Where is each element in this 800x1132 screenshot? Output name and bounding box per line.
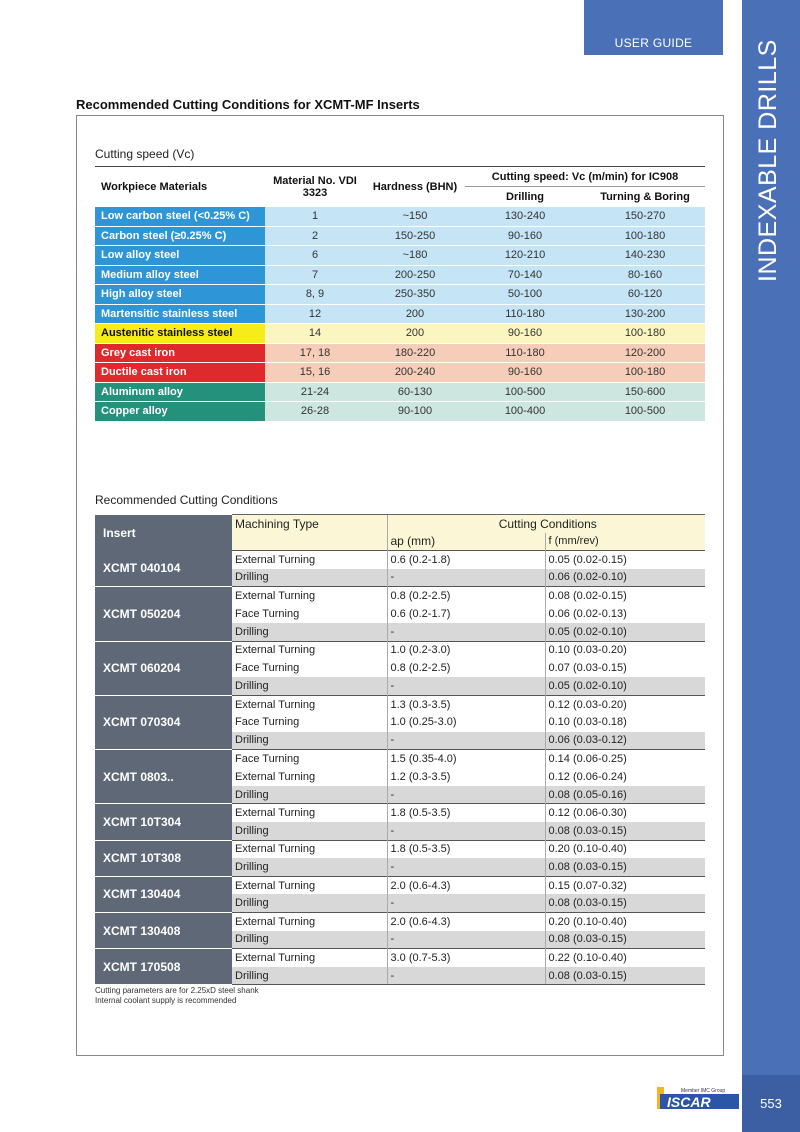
speed-row: [95, 343, 705, 363]
material-cell: Medium alloy steel: [95, 265, 265, 285]
material-cell: Grey cast iron: [95, 343, 265, 363]
ap-cell: 0.6 (0.2-1.8): [387, 551, 545, 569]
drilling-speed-cell: 90-160: [465, 363, 585, 383]
col-machining-type: Machining Type: [232, 515, 387, 551]
f-cell: 0.10 (0.03-0.20): [545, 641, 705, 659]
f-cell: 0.22 (0.10-0.40): [545, 949, 705, 967]
col-drilling: Drilling: [506, 190, 544, 203]
rec-row: [95, 876, 705, 894]
rec-row: [95, 750, 705, 768]
material-cell: High alloy steel: [95, 285, 265, 305]
rec-table: [95, 514, 705, 985]
machining-type-cell: Drilling: [232, 732, 387, 750]
hardness-cell: 200-250: [365, 265, 465, 285]
turning-speed-cell: 100-500: [585, 402, 705, 422]
col-turning-boring: Turning & Boring: [600, 190, 690, 203]
footnote-line-2: Internal coolant supply is recommended: [95, 996, 237, 1005]
drilling-speed-cell: 120-210: [465, 246, 585, 266]
machining-type-cell: External Turning: [232, 587, 387, 605]
rec-row: [95, 695, 705, 713]
material-no-cell: 12: [265, 304, 365, 324]
rec-row: [95, 840, 705, 858]
insert-name-cell: XCMT 170508: [95, 949, 232, 985]
speed-table: [95, 166, 705, 422]
speed-row: [95, 207, 705, 227]
ap-cell: 1.8 (0.5-3.5): [387, 840, 545, 858]
f-cell: 0.20 (0.10-0.40): [545, 912, 705, 930]
speed-row: [95, 304, 705, 324]
f-cell: 0.12 (0.06-0.30): [545, 804, 705, 822]
machining-type-cell: External Turning: [232, 876, 387, 894]
insert-name-cell: XCMT 050204: [95, 587, 232, 641]
hardness-cell: ~180: [365, 246, 465, 266]
f-cell: 0.10 (0.03-0.18): [545, 713, 705, 731]
machining-type-cell: External Turning: [232, 768, 387, 786]
material-no-cell: 14: [265, 324, 365, 344]
ap-cell: -: [387, 569, 545, 587]
ap-cell: -: [387, 786, 545, 804]
speed-row: [95, 246, 705, 266]
speed-row: [95, 363, 705, 383]
drilling-speed-cell: 100-500: [465, 382, 585, 402]
f-cell: 0.08 (0.03-0.15): [545, 822, 705, 840]
turning-speed-cell: 100-180: [585, 363, 705, 383]
turning-speed-cell: 140-230: [585, 246, 705, 266]
f-cell: 0.08 (0.02-0.15): [545, 587, 705, 605]
insert-name-cell: XCMT 130404: [95, 876, 232, 912]
col-ap: ap (mm): [387, 533, 545, 551]
material-no-cell: 8, 9: [265, 285, 365, 305]
ap-cell: 1.0 (0.2-3.0): [387, 641, 545, 659]
hardness-cell: 250-350: [365, 285, 465, 305]
material-cell: Ductile cast iron: [95, 363, 265, 383]
machining-type-cell: External Turning: [232, 804, 387, 822]
drilling-speed-cell: 90-160: [465, 226, 585, 246]
f-cell: 0.15 (0.07-0.32): [545, 876, 705, 894]
material-no-cell: 2: [265, 226, 365, 246]
f-cell: 0.08 (0.03-0.15): [545, 858, 705, 876]
ap-cell: -: [387, 732, 545, 750]
turning-speed-cell: 60-120: [585, 285, 705, 305]
machining-type-cell: Drilling: [232, 569, 387, 587]
speed-table-body: [95, 207, 705, 422]
speed-row: [95, 402, 705, 422]
ap-cell: 2.0 (0.6-4.3): [387, 912, 545, 930]
ap-cell: 1.5 (0.35-4.0): [387, 750, 545, 768]
material-cell: Aluminum alloy: [95, 382, 265, 402]
logo-sub: Member IMC Group: [681, 1088, 726, 1094]
ap-cell: -: [387, 967, 545, 985]
material-no-cell: 1: [265, 207, 365, 227]
material-cell: Low carbon steel (<0.25% C): [95, 207, 265, 227]
speed-row: [95, 382, 705, 402]
turning-speed-cell: 150-270: [585, 207, 705, 227]
f-cell: 0.08 (0.05-0.16): [545, 786, 705, 804]
f-cell: 0.12 (0.06-0.24): [545, 768, 705, 786]
material-no-cell: 21-24: [265, 382, 365, 402]
insert-name-cell: XCMT 10T308: [95, 840, 232, 876]
machining-type-cell: External Turning: [232, 912, 387, 930]
ap-cell: 0.6 (0.2-1.7): [387, 605, 545, 623]
hardness-cell: 200: [365, 304, 465, 324]
col-material-no: Material No. VDI 3323: [265, 167, 365, 207]
drilling-speed-cell: 110-180: [465, 304, 585, 324]
hardness-cell: 200-240: [365, 363, 465, 383]
material-cell: Copper alloy: [95, 402, 265, 422]
turning-speed-cell: 80-160: [585, 265, 705, 285]
ap-cell: 0.8 (0.2-2.5): [387, 587, 545, 605]
material-cell: Carbon steel (≥0.25% C): [95, 226, 265, 246]
logo-text: ISCAR: [667, 1094, 711, 1110]
rec-row: [95, 551, 705, 569]
speed-row: [95, 265, 705, 285]
material-no-cell: 7: [265, 265, 365, 285]
material-no-cell: 17, 18: [265, 343, 365, 363]
ap-cell: -: [387, 858, 545, 876]
hardness-cell: 150-250: [365, 226, 465, 246]
hardness-cell: 60-130: [365, 382, 465, 402]
speed-row: [95, 285, 705, 305]
machining-type-cell: External Turning: [232, 840, 387, 858]
turning-speed-cell: 150-600: [585, 382, 705, 402]
f-cell: 0.05 (0.02-0.10): [545, 623, 705, 641]
rec-row: [95, 949, 705, 967]
ap-cell: -: [387, 677, 545, 695]
drilling-speed-cell: 110-180: [465, 343, 585, 363]
material-cell: Martensitic stainless steel: [95, 304, 265, 324]
side-title: INDEXABLE DRILLS: [754, 39, 782, 282]
f-cell: 0.20 (0.10-0.40): [545, 840, 705, 858]
ap-cell: -: [387, 894, 545, 912]
insert-name-cell: XCMT 040104: [95, 551, 232, 587]
material-cell: Low alloy steel: [95, 246, 265, 266]
insert-name-cell: XCMT 130408: [95, 912, 232, 948]
col-workpiece-materials: Workpiece Materials: [95, 167, 265, 207]
material-no-cell: 15, 16: [265, 363, 365, 383]
f-cell: 0.05 (0.02-0.10): [545, 677, 705, 695]
turning-speed-cell: 100-180: [585, 226, 705, 246]
hardness-cell: ~150: [365, 207, 465, 227]
speed-section-title: Cutting speed (Vc): [95, 147, 195, 161]
material-cell: Austenitic stainless steel: [95, 324, 265, 344]
f-cell: 0.07 (0.03-0.15): [545, 659, 705, 677]
user-guide-label: USER GUIDE: [614, 36, 693, 50]
machining-type-cell: External Turning: [232, 641, 387, 659]
rec-row: [95, 641, 705, 659]
turning-speed-cell: 120-200: [585, 343, 705, 363]
machining-type-cell: External Turning: [232, 695, 387, 713]
machining-type-cell: Face Turning: [232, 659, 387, 677]
ap-cell: 1.3 (0.3-3.5): [387, 695, 545, 713]
machining-type-cell: Drilling: [232, 623, 387, 641]
col-hardness: Hardness (BHN): [365, 167, 465, 207]
page-title: Recommended Cutting Conditions for XCMT-MF Inserts: [76, 97, 420, 112]
machining-type-cell: Face Turning: [232, 713, 387, 731]
drilling-speed-cell: 70-140: [465, 265, 585, 285]
machining-type-cell: Drilling: [232, 967, 387, 985]
rec-row: [95, 587, 705, 605]
hardness-cell: 200: [365, 324, 465, 344]
drilling-speed-cell: 90-160: [465, 324, 585, 344]
machining-type-cell: External Turning: [232, 551, 387, 569]
footnote: [95, 986, 259, 1006]
f-cell: 0.05 (0.02-0.15): [545, 551, 705, 569]
rec-table-body: [95, 551, 705, 985]
machining-type-cell: Drilling: [232, 894, 387, 912]
machining-type-cell: Drilling: [232, 677, 387, 695]
material-no-cell: 26-28: [265, 402, 365, 422]
ap-cell: -: [387, 931, 545, 949]
f-cell: 0.06 (0.02-0.13): [545, 605, 705, 623]
insert-name-cell: XCMT 0803..: [95, 750, 232, 804]
f-cell: 0.06 (0.03-0.12): [545, 732, 705, 750]
rec-row: [95, 912, 705, 930]
machining-type-cell: Drilling: [232, 786, 387, 804]
rec-section-title: Recommended Cutting Conditions: [95, 493, 278, 507]
drilling-speed-cell: 130-240: [465, 207, 585, 227]
col-insert: Insert: [95, 515, 232, 551]
ap-cell: 1.2 (0.3-3.5): [387, 768, 545, 786]
drilling-speed-cell: 50-100: [465, 285, 585, 305]
drilling-speed-cell: 100-400: [465, 402, 585, 422]
f-cell: 0.08 (0.03-0.15): [545, 894, 705, 912]
turning-speed-cell: 100-180: [585, 324, 705, 344]
speed-row: [95, 324, 705, 344]
ap-cell: 2.0 (0.6-4.3): [387, 876, 545, 894]
f-cell: 0.08 (0.03-0.15): [545, 967, 705, 985]
machining-type-cell: Face Turning: [232, 605, 387, 623]
insert-name-cell: XCMT 10T304: [95, 804, 232, 840]
machining-type-cell: External Turning: [232, 949, 387, 967]
ap-cell: 1.0 (0.25-3.0): [387, 713, 545, 731]
col-cutting-speed: Cutting speed: Vc (m/min) for IC908: [465, 167, 705, 187]
ap-cell: 1.8 (0.5-3.5): [387, 804, 545, 822]
footnote-line-1: Cutting parameters are for 2.25xD steel shank: [95, 986, 259, 995]
f-cell: 0.14 (0.06-0.25): [545, 750, 705, 768]
hardness-cell: 180-220: [365, 343, 465, 363]
page-number: 553: [742, 1075, 800, 1132]
col-cutting-conditions: Cutting Conditions: [387, 515, 705, 533]
insert-name-cell: XCMT 060204: [95, 641, 232, 695]
machining-type-cell: Drilling: [232, 858, 387, 876]
col-f: f (mm/rev): [545, 533, 705, 551]
machining-type-cell: Drilling: [232, 931, 387, 949]
speed-row: [95, 226, 705, 246]
ap-cell: -: [387, 822, 545, 840]
insert-name-cell: XCMT 070304: [95, 695, 232, 749]
f-cell: 0.06 (0.02-0.10): [545, 569, 705, 587]
turning-speed-cell: 130-200: [585, 304, 705, 324]
f-cell: 0.12 (0.03-0.20): [545, 695, 705, 713]
material-no-cell: 6: [265, 246, 365, 266]
machining-type-cell: Drilling: [232, 822, 387, 840]
ap-cell: -: [387, 623, 545, 641]
ap-cell: 3.0 (0.7-5.3): [387, 949, 545, 967]
machining-type-cell: Face Turning: [232, 750, 387, 768]
rec-row: [95, 804, 705, 822]
iscar-logo: [657, 1085, 739, 1111]
f-cell: 0.08 (0.03-0.15): [545, 931, 705, 949]
ap-cell: 0.8 (0.2-2.5): [387, 659, 545, 677]
hardness-cell: 90-100: [365, 402, 465, 422]
